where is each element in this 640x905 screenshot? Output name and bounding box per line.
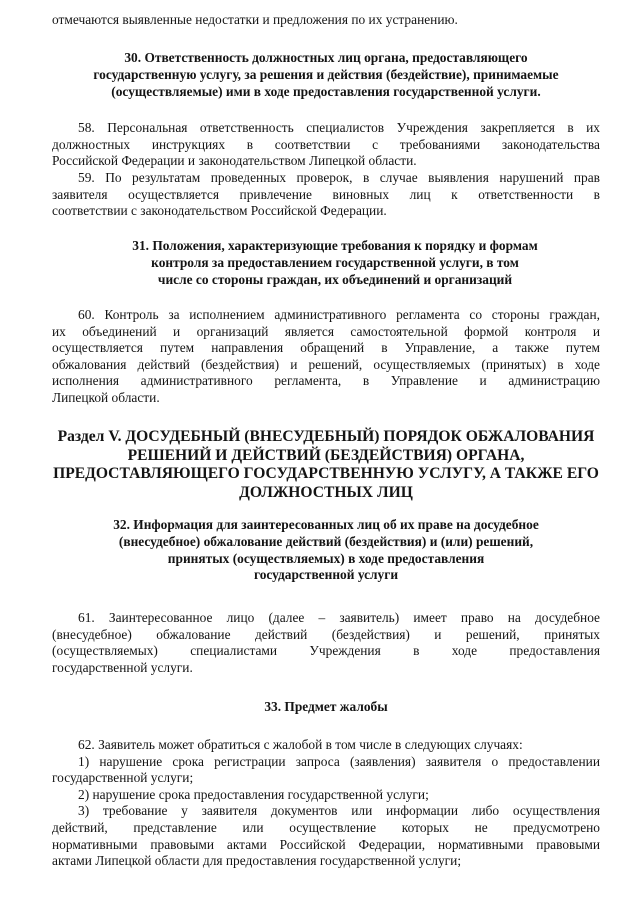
- section-33-heading: [52, 699, 600, 716]
- paragraph-58-line: Российской Федерации и законодательством Липецкой области.: [52, 153, 417, 169]
- paragraph-59-line: 59. По результатам проведенных проверок, в случае выявления нарушений прав: [78, 170, 600, 185]
- paragraph-60-line: их объединений и организаций является самостоятельной формой контроля и: [52, 323, 600, 339]
- paragraph-59-line: соответствии с законодательством Российской Федерации.: [52, 203, 387, 219]
- list-item-2: 2) нарушение срока предоставления государственной услуги;: [78, 786, 429, 802]
- top-line: [52, 12, 600, 29]
- paragraph-59: [52, 170, 600, 220]
- section-5-heading-line: ДОЛЖНОСТНЫХ ЛИЦ: [239, 483, 413, 501]
- section-30-heading-line: 30. Ответственность должностных лиц органа, предоставляющего: [124, 50, 528, 65]
- paragraph-62-lead: 62. Заявитель может обратиться с жалобой в том числе в следующих случаях:: [78, 737, 523, 752]
- section-32-heading-line: государственной услуги: [253, 567, 399, 583]
- paragraph-58: [52, 120, 600, 170]
- paragraph-58-line: 58. Персональная ответственность специалистов Учреждения закрепляется в их: [78, 120, 600, 135]
- section-5-heading: [52, 428, 600, 502]
- section-32-heading: [52, 517, 600, 584]
- paragraph-61-line: (внесудебное) обжалование действий (бездействия) и решений, принятых: [52, 626, 600, 642]
- section-32-heading-line: принятых (осуществляемых) в ходе предоставления: [167, 550, 485, 566]
- section-31-heading-line: контроля за предоставлением государственной услуги, в том: [151, 254, 519, 270]
- section-5-heading-line: ПРЕДОСТАВЛЯЮЩЕГО ГОСУДАРСТВЕННУЮ УСЛУГУ, А ТАКЖЕ ЕГО: [53, 465, 599, 483]
- top-line-text: отмечаются выявленные недостатки и предложения по их устранению.: [52, 12, 458, 27]
- paragraph-61-line: (осуществляемых) специалистами Учреждения в ходе предоставления: [52, 643, 600, 659]
- paragraph-60-line: исполнения административного регламента, в Управление и администрацию: [52, 373, 600, 389]
- list-item-1-line: государственной услуги;: [52, 770, 194, 786]
- section-30-heading-line: (осуществляемые) ими в ходе предоставления государственной услуги.: [111, 83, 541, 99]
- list-item-1-line: 1) нарушение срока регистрации запроса (заявления) заявителя о предоставлении: [78, 753, 600, 769]
- paragraph-59-line: заявителя осуществляется привлечение виновных лиц к ответственности в: [52, 186, 600, 202]
- section-33-heading-title: 33. Предмет жалобы: [264, 699, 388, 714]
- section-5-heading-line: РЕШЕНИЙ И ДЕЙСТВИЙ (БЕЗДЕЙСТВИЯ) ОРГАНА,: [127, 446, 525, 464]
- list-item-3-line: действий, представление или осуществление которых не предусмотрено: [52, 819, 600, 835]
- paragraph-58-line: должностных инструкциях в соответствии с требованиями законодательства: [52, 136, 600, 152]
- paragraph-61: [52, 610, 600, 676]
- section-32-heading-line: 32. Информация для заинтересованных лиц об их праве на досудебное: [113, 517, 539, 532]
- list-item-3-line: актами Липецкой области для предоставления государственной услуги;: [52, 853, 462, 869]
- paragraph-61-line: государственной услуги.: [52, 659, 193, 675]
- paragraph-60: [52, 307, 600, 407]
- section-30-heading: [52, 50, 600, 100]
- section-31-heading-line: числе со стороны граждан, их объединений и организаций: [157, 271, 513, 287]
- section-32-heading-line: (внесудебное) обжалование действий (бездействия) и (или) решений,: [118, 533, 534, 549]
- paragraph-60-line: 60. Контроль за исполнением административного регламента со стороны граждан,: [78, 307, 600, 322]
- section-5-heading-line: Раздел V. ДОСУДЕБНЫЙ (ВНЕСУДЕБНЫЙ) ПОРЯДОК ОБЖАЛОВАНИЯ: [57, 428, 595, 445]
- paragraph-60-line: Липецкой области.: [52, 389, 160, 405]
- paragraph-62: [52, 737, 600, 870]
- section-30-heading-line: государственную услугу, за решения и действия (бездействие), принимаемые: [93, 66, 559, 82]
- paragraph-60-line: осуществляется путем направления обращений в Управление, а также путем: [52, 340, 600, 356]
- section-31-heading-line: 31. Положения, характеризующие требования к порядку и формам: [132, 238, 538, 253]
- list-item-3-line: нормативными правовыми актами Российской Федерации, нормативными правовыми: [52, 836, 600, 852]
- paragraph-61-line: 61. Заинтересованное лицо (далее – заявитель) имеет право на досудебное: [78, 610, 600, 625]
- list-item-3-line: 3) требование у заявителя документов или информации либо осуществления: [78, 803, 600, 819]
- section-31-heading: [90, 238, 580, 288]
- paragraph-60-line: обжалования действий (бездействия) и решений, осуществляемых (принятых) в ходе: [52, 356, 600, 372]
